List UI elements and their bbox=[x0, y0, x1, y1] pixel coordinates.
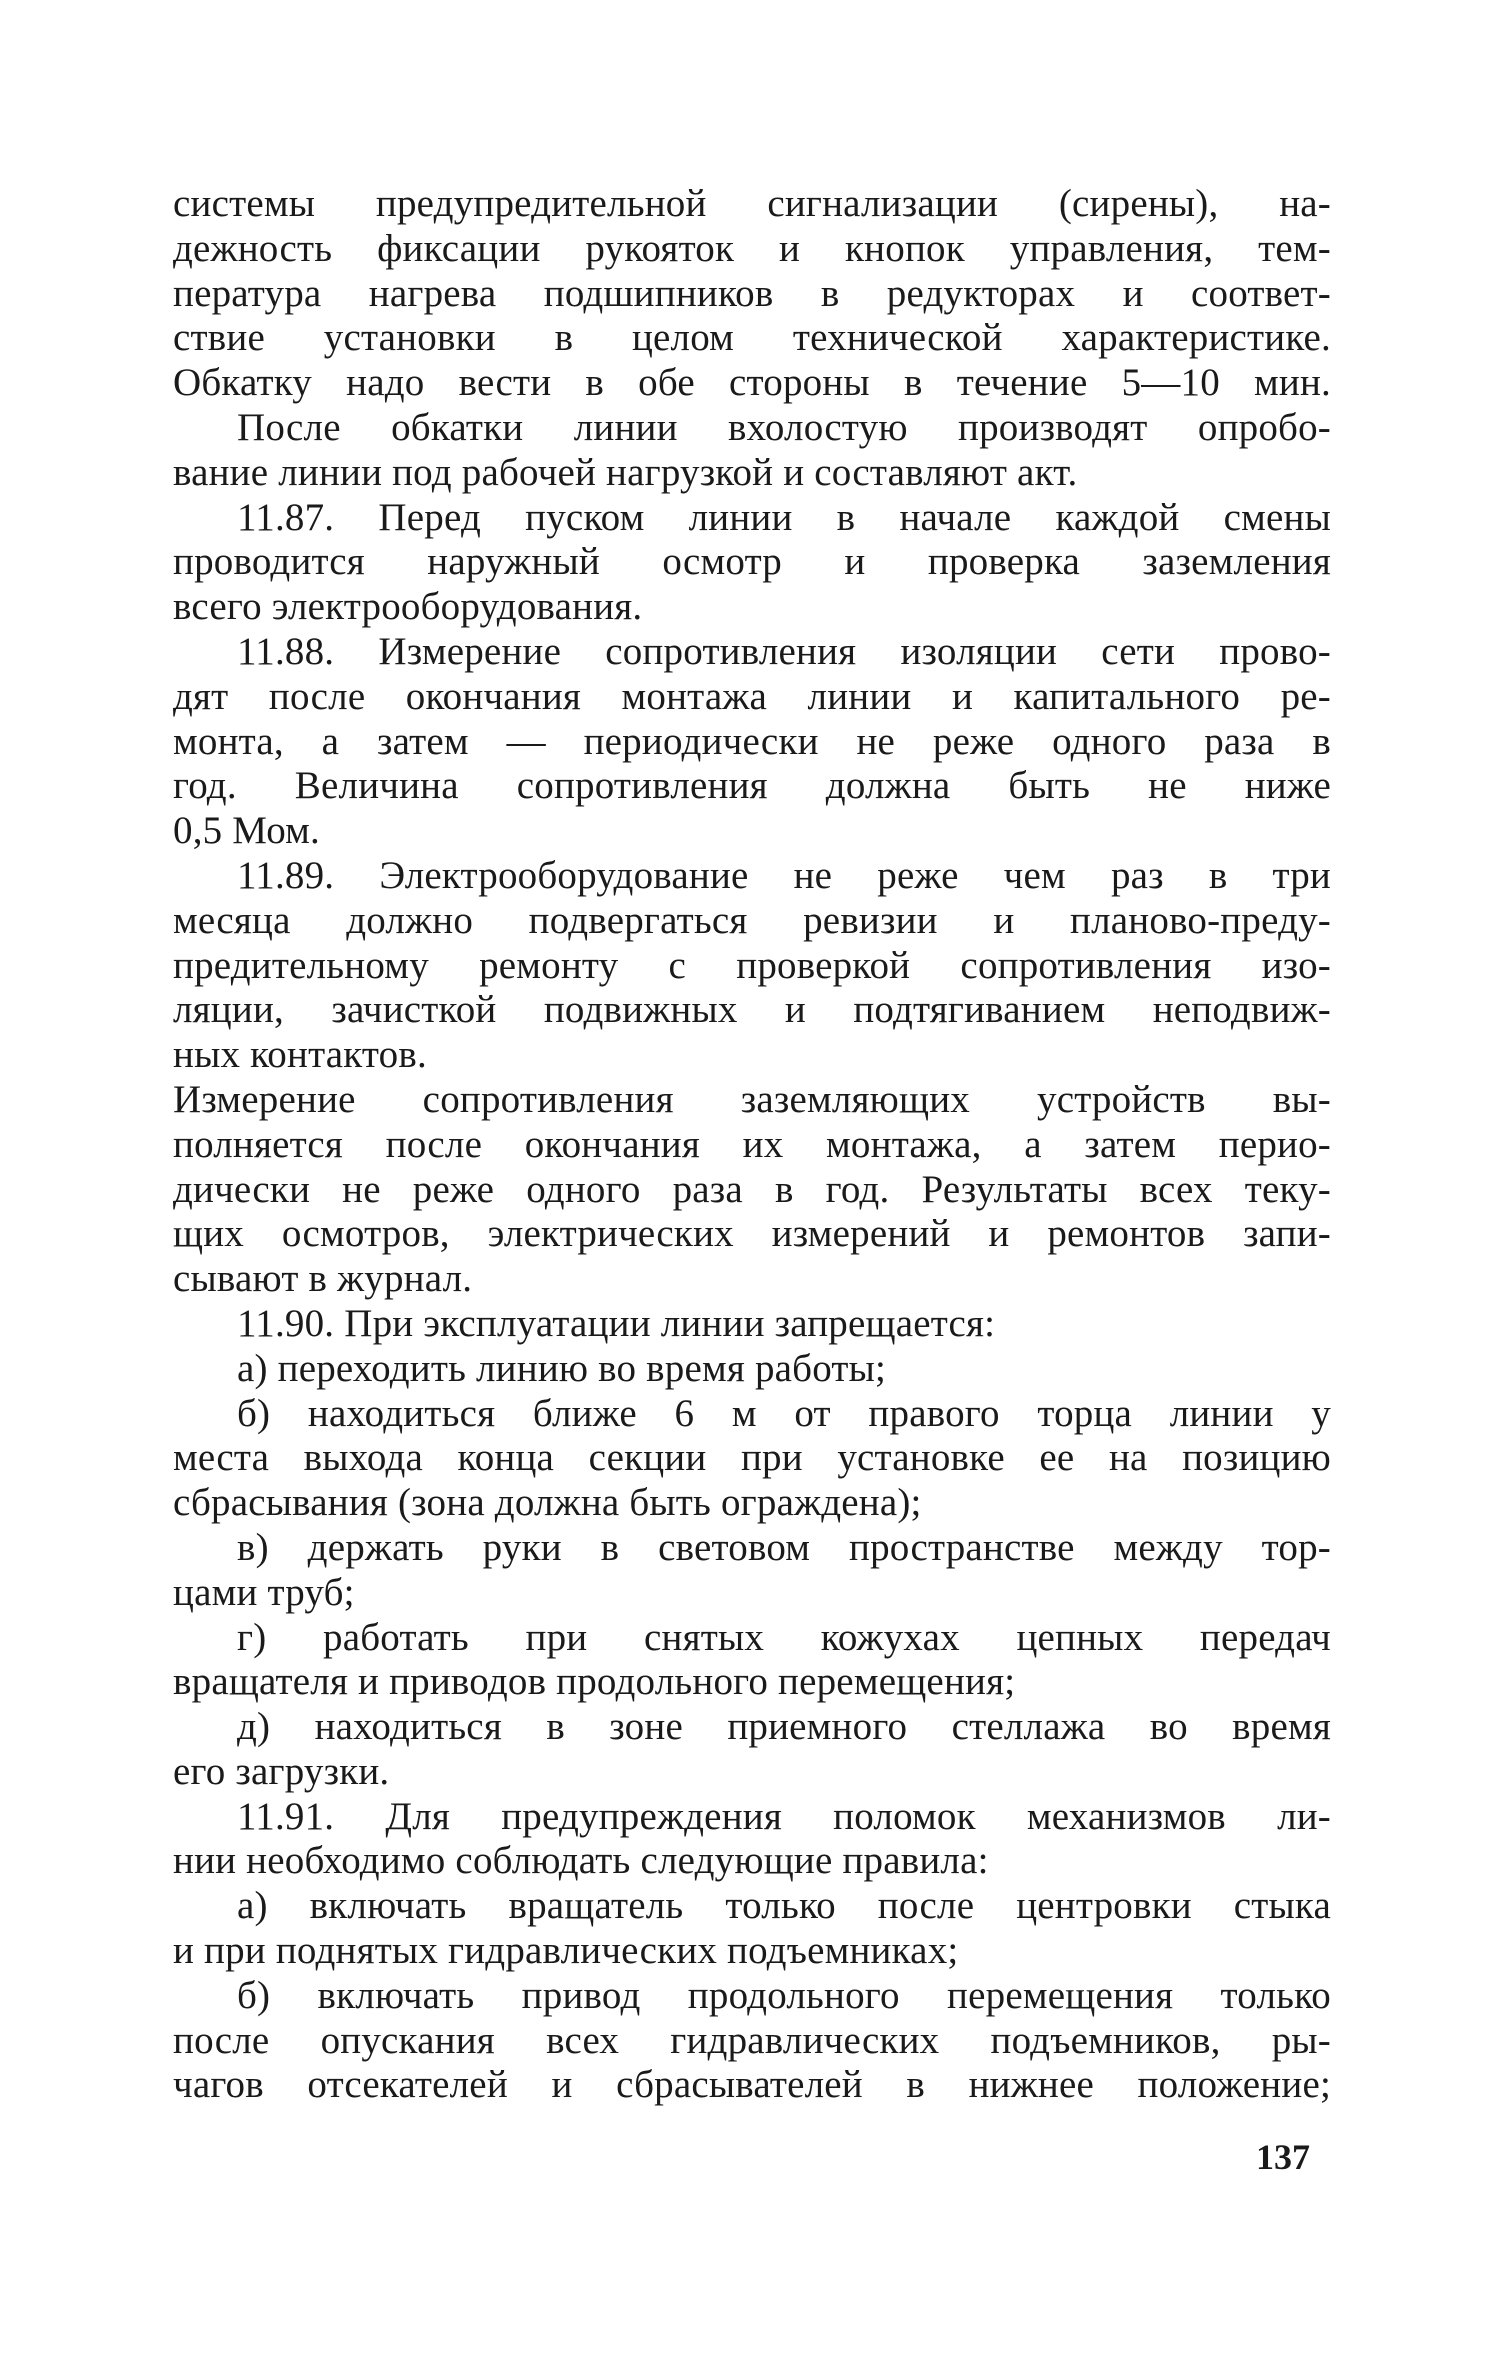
text-line: вращателя и приводов продольного перемещения; bbox=[173, 1660, 1016, 1704]
text-line: дически не реже одного раза в год. Результаты всех теку- bbox=[173, 1167, 1331, 1211]
text-line: дят после окончания монтажа линии и капитального ре- bbox=[173, 674, 1331, 718]
text-line: 11.90. При эксплуатации линии запрещается: bbox=[237, 1301, 996, 1345]
text-line: места выхода конца секции при установке ее на позицию bbox=[173, 1436, 1331, 1480]
text-line: 11.87. Перед пуском линии в начале каждой смены bbox=[237, 495, 1331, 539]
text-line: предительному ремонту с проверкой сопротивления изо- bbox=[173, 943, 1331, 987]
text-line: д) находиться в зоне приемного стеллажа во время bbox=[237, 1705, 1331, 1749]
text-line: месяца должно подвергаться ревизии и планово-преду- bbox=[173, 898, 1331, 942]
text-line: полняется после окончания их монтажа, а затем перио- bbox=[173, 1122, 1331, 1166]
text-line: монта, а затем — периодически не реже одного раза в bbox=[173, 719, 1331, 763]
text-line: в) держать руки в световом пространстве между тор- bbox=[237, 1525, 1331, 1569]
text-line: системы предупредительной сигнализации (сирены), на- bbox=[173, 182, 1331, 225]
text-line: а) переходить линию во время работы; bbox=[237, 1346, 887, 1390]
page-number: 137 bbox=[1256, 2137, 1310, 2177]
text-line: 11.88. Измерение сопротивления изоляции сети прово- bbox=[237, 629, 1331, 673]
page-text-body bbox=[173, 182, 1331, 2108]
text-line: вание линии под рабочей нагрузкой и составляют акт. bbox=[173, 450, 1078, 494]
text-line: ляции, зачисткой подвижных и подтягиванием неподвиж- bbox=[173, 988, 1331, 1032]
text-line: б) включать привод продольного перемещения только bbox=[237, 1973, 1331, 2017]
text-line: чагов отсекателей и сбрасывателей в нижнее положение; bbox=[173, 2063, 1331, 2107]
text-line: пература нагрева подшипников в редукторах и соответ- bbox=[173, 271, 1331, 315]
text-line: Измерение сопротивления заземляющих устройств вы- bbox=[173, 1077, 1331, 1121]
text-line: После обкатки линии вхолостую производят опробо- bbox=[237, 405, 1331, 449]
text-line: дежность фиксации рукояток и кнопок управления, тем- bbox=[173, 226, 1331, 270]
text-line: 11.91. Для предупреждения поломок механизмов ли- bbox=[237, 1794, 1331, 1838]
text-line: нии необходимо соблюдать следующие правила: bbox=[173, 1839, 989, 1883]
text-line: сывают в журнал. bbox=[173, 1257, 473, 1301]
text-line: его загрузки. bbox=[173, 1749, 390, 1793]
text-line: цами труб; bbox=[173, 1570, 355, 1614]
text-line: б) находиться ближе 6 м от правого торца линии у bbox=[237, 1391, 1331, 1435]
text-line: всего электрооборудования. bbox=[173, 585, 643, 629]
text-line: 0,5 Мом. bbox=[173, 809, 320, 853]
text-line: ствие установки в целом технической характеристике. bbox=[173, 316, 1331, 360]
text-line: щих осмотров, электрических измерений и ремонтов запи- bbox=[173, 1212, 1331, 1256]
text-line: Обкатку надо вести в обе стороны в течение 5—10 мин. bbox=[173, 361, 1331, 405]
text-line: проводится наружный осмотр и проверка заземления bbox=[173, 540, 1331, 584]
text-line: сбрасывания (зона должна быть ограждена); bbox=[173, 1481, 922, 1525]
text-line: ных контактов. bbox=[173, 1033, 427, 1077]
text-line: 11.89. Электрооборудование не реже чем раз в три bbox=[237, 853, 1331, 897]
text-line: а) включать вращатель только после центровки стыка bbox=[237, 1884, 1331, 1928]
text-line: год. Величина сопротивления должна быть не ниже bbox=[173, 764, 1331, 808]
text-line: и при поднятых гидравлических подъемниках; bbox=[173, 1929, 959, 1973]
text-line: г) работать при снятых кожухах цепных передач bbox=[237, 1615, 1331, 1659]
text-line: после опускания всех гидравлических подъемников, ры- bbox=[173, 2018, 1331, 2062]
